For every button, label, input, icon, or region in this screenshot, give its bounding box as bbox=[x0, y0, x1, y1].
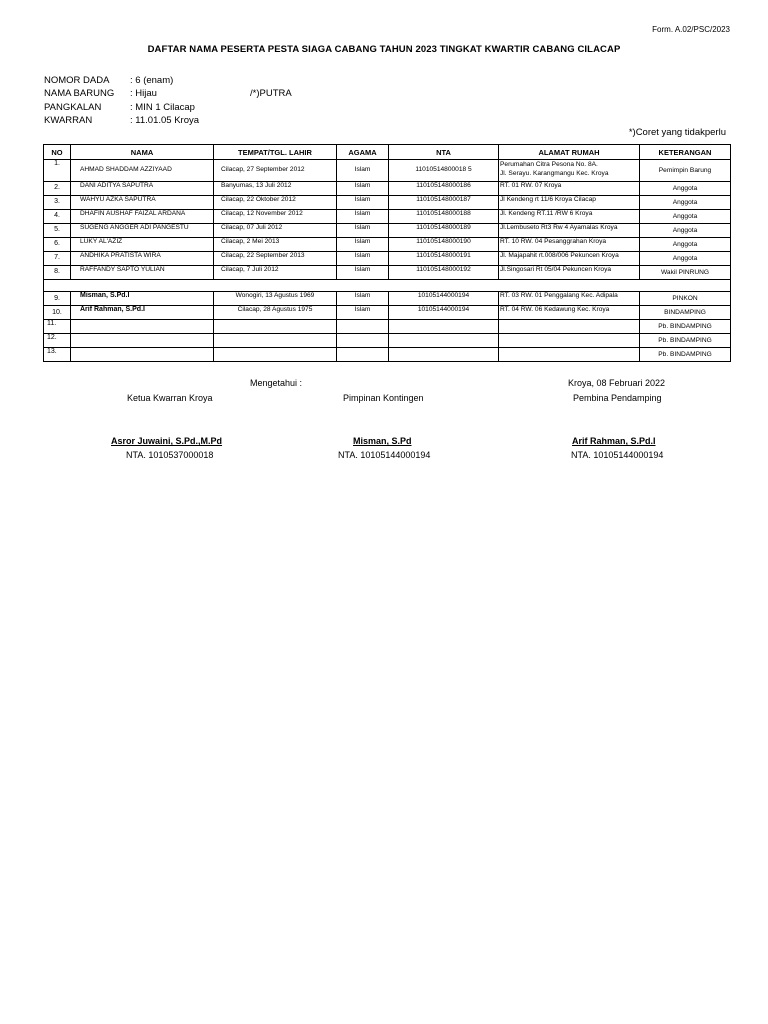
cell-ttl: Cilacap, 2 Mei 2013 bbox=[214, 238, 337, 252]
cell-agama: Islam bbox=[337, 292, 389, 306]
signatory-nta-2: NTA. 10105144000194 bbox=[338, 450, 431, 460]
cell-keterangan: Pb. BINDAMPING bbox=[640, 334, 731, 348]
cell-alamat: RT. 10 RW. 04 Pesanggrahan Kroya bbox=[499, 238, 640, 252]
putra-note: /*)PUTRA bbox=[250, 88, 292, 99]
cell-keterangan: Anggota bbox=[640, 252, 731, 266]
cell-no: 5. bbox=[44, 224, 71, 238]
cell-nama: AHMAD SHADDAM AZZIYAAD bbox=[71, 160, 214, 182]
role-pembina-pendamping: Pembina Pendamping bbox=[573, 393, 662, 403]
cell-keterangan: Pb. BINDAMPING bbox=[640, 320, 731, 334]
signatory-nta-3: NTA. 10105144000194 bbox=[571, 450, 664, 460]
table-row bbox=[44, 252, 731, 266]
nama-barung-label: NAMA BARUNG bbox=[44, 88, 115, 99]
cell-agama: Islam bbox=[337, 238, 389, 252]
header-keterangan: KETERANGAN bbox=[640, 145, 731, 160]
header-agama: AGAMA bbox=[337, 145, 389, 160]
cell-nama: LUKY AL'AZIZ bbox=[71, 238, 214, 252]
cell-alamat: Jl. Majapahit rt.008/006 Pekuncen Kroya bbox=[499, 252, 640, 266]
cell-nta bbox=[389, 320, 499, 334]
cell-agama: Islam bbox=[337, 160, 389, 182]
cell-keterangan: Wakil PINRUNG bbox=[640, 266, 731, 280]
pangkalan-label: PANGKALAN bbox=[44, 102, 102, 113]
cell-alamat: RT. 01 RW. 07 Kroya bbox=[499, 182, 640, 196]
cell-alamat: Jl.Singosari Rt 05/04 Pekuncen Kroya bbox=[499, 266, 640, 280]
cell-nta: 110105148000189 bbox=[389, 224, 499, 238]
header-alamat: ALAMAT RUMAH bbox=[499, 145, 640, 160]
cell-keterangan: PINKON bbox=[640, 292, 731, 306]
cell-nta: 11010514800018 5 bbox=[389, 160, 499, 182]
cell-ttl: Cilacap, 7 Juli 2012 bbox=[214, 266, 337, 280]
nomor-dada-label: NOMOR DADA bbox=[44, 75, 110, 86]
cell-no: 7. bbox=[44, 252, 71, 266]
cell-alamat bbox=[499, 334, 640, 348]
cell-keterangan: Anggota bbox=[640, 238, 731, 252]
cell-nta: 110105148000192 bbox=[389, 266, 499, 280]
cell-alamat: Jl.Lembuseto Rt3 Rw 4 Ayamalas Kroya bbox=[499, 224, 640, 238]
info-pangkalan bbox=[44, 102, 195, 113]
cell-keterangan: Anggota bbox=[640, 182, 731, 196]
cell-keterangan: Pb. BINDAMPING bbox=[640, 348, 731, 362]
cell-ttl: Cilacap, 12 November 2012 bbox=[214, 210, 337, 224]
cell-alamat: RT. 04 RW. 06 Kedawung Kec. Kroya bbox=[499, 306, 640, 320]
nama-barung-value: : Hijau bbox=[130, 88, 157, 99]
cell-nta bbox=[389, 348, 499, 362]
cell-ttl bbox=[214, 320, 337, 334]
signatory-nta-1: NTA. 1010537000018 bbox=[126, 450, 214, 460]
cell-ttl: Banyumas, 13 Juli 2012 bbox=[214, 182, 337, 196]
cell-agama: Islam bbox=[337, 266, 389, 280]
cell-agama: Islam bbox=[337, 252, 389, 266]
cell-ttl: Cilacap, 22 September 2013 bbox=[214, 252, 337, 266]
cell-agama: Islam bbox=[337, 196, 389, 210]
cell-no: 12. bbox=[44, 334, 71, 348]
kwarran-value: : 11.01.05 Kroya bbox=[130, 115, 200, 126]
cell-keterangan: Anggota bbox=[640, 196, 731, 210]
header-nta: NTA bbox=[389, 145, 499, 160]
cell-ttl: Cilacap, 07 Juli 2012 bbox=[214, 224, 337, 238]
cell-nama: Misman, S.Pd.I bbox=[71, 292, 214, 306]
cell-alamat-line1: Perumahan Citra Pesona No. 8A. bbox=[500, 161, 598, 168]
header-ttl: TEMPAT/TGL. LAHIR bbox=[214, 145, 337, 160]
table-row bbox=[44, 224, 731, 238]
table-header-row bbox=[44, 145, 731, 160]
cell-alamat bbox=[499, 160, 640, 182]
table-row bbox=[44, 306, 731, 320]
cell-nama bbox=[71, 320, 214, 334]
table-row bbox=[44, 196, 731, 210]
table-row bbox=[44, 292, 731, 306]
table-row bbox=[44, 210, 731, 224]
cell-alamat: Jl Kendeng rt 11/6 Kroya Cilacap bbox=[499, 196, 640, 210]
cell-nama bbox=[71, 348, 214, 362]
cell-alamat: Jl. Kendeng RT.11 /RW 6 Kroya bbox=[499, 210, 640, 224]
cell-alamat bbox=[499, 320, 640, 334]
cell-nama: WAHYU AZKA SAPUTRA bbox=[71, 196, 214, 210]
cell-ttl bbox=[214, 334, 337, 348]
info-nama-barung bbox=[44, 88, 157, 99]
cell-agama: Islam bbox=[337, 224, 389, 238]
cell-no: 4. bbox=[44, 210, 71, 224]
cell-no: 3. bbox=[44, 196, 71, 210]
cell-nta: 10105144000194 bbox=[389, 292, 499, 306]
cell-no: 10. bbox=[44, 306, 71, 320]
cell-agama: Islam bbox=[337, 210, 389, 224]
cell-no: 1. bbox=[44, 160, 71, 182]
cell-nama: SUGENG ANGGER ADI PANGESTU bbox=[71, 224, 214, 238]
table-row bbox=[44, 160, 731, 182]
cell-nta bbox=[389, 334, 499, 348]
cell-no: 6. bbox=[44, 238, 71, 252]
cell-nama: DANI ADITYA SAPUTRA bbox=[71, 182, 214, 196]
cell-keterangan: Anggota bbox=[640, 210, 731, 224]
signatory-name-2: Misman, S.Pd bbox=[353, 436, 412, 446]
info-kwarran bbox=[44, 115, 199, 126]
cell-no: 9. bbox=[44, 292, 71, 306]
cell-no: 11. bbox=[44, 320, 71, 334]
cell-alamat-line2: Jl. Serayu. Karangmangu Kec. Kroya bbox=[500, 170, 609, 177]
cell-agama: Islam bbox=[337, 182, 389, 196]
form-code: Form. A.02/PSC/2023 bbox=[652, 25, 730, 34]
pangkalan-value: : MIN 1 Cilacap bbox=[130, 102, 195, 113]
place-date: Kroya, 08 Februari 2022 bbox=[568, 378, 666, 388]
info-nomor-dada bbox=[44, 75, 173, 86]
table-row bbox=[44, 266, 731, 280]
cell-keterangan: BINDAMPING bbox=[640, 306, 731, 320]
cell-no: 13. bbox=[44, 348, 71, 362]
nomor-dada-value: : 6 (enam) bbox=[130, 75, 174, 86]
cell-agama bbox=[337, 334, 389, 348]
signatory-name-1: Asror Juwaini, S.Pd.,M.Pd bbox=[111, 436, 223, 446]
document-title: DAFTAR NAMA PESERTA PESTA SIAGA CABANG TAHUN 2023 TINGKAT KWARTIR CABANG CILACAP bbox=[147, 44, 621, 55]
cell-alamat bbox=[499, 348, 640, 362]
participant-table bbox=[43, 144, 731, 362]
cell-nta: 110105148000187 bbox=[389, 196, 499, 210]
cell-nama: ANDHIKA PRATISTA WIRA bbox=[71, 252, 214, 266]
header-nama: NAMA bbox=[71, 145, 214, 160]
role-pimpinan-kontingen: Pimpinan Kontingen bbox=[343, 393, 424, 403]
cell-nama: Arif Rahman, S.Pd.I bbox=[71, 306, 214, 320]
cell-nama bbox=[71, 334, 214, 348]
cell-ttl: Cilacap, 27 September 2012 bbox=[214, 160, 337, 182]
mengetahui-label: Mengetahui : bbox=[250, 378, 303, 388]
cell-ttl bbox=[214, 348, 337, 362]
cell-ttl: Cilacap, 22 Oktober 2012 bbox=[214, 196, 337, 210]
table-row bbox=[44, 348, 731, 362]
cell-ttl: Cilacap, 28 Agustus 1975 bbox=[214, 306, 337, 320]
separator-row bbox=[44, 280, 731, 292]
cell-alamat: RT. 03 RW. 01 Penggalang Kec. Adipala bbox=[499, 292, 640, 306]
header-no: NO bbox=[44, 145, 71, 160]
cell-nama: DHAFIN AUSHAF FAIZAL ARDANA bbox=[71, 210, 214, 224]
cell-agama: Islam bbox=[337, 306, 389, 320]
cell-nta: 110105148000190 bbox=[389, 238, 499, 252]
table-row bbox=[44, 238, 731, 252]
cell-nta: 110105148000188 bbox=[389, 210, 499, 224]
cell-no: 2. bbox=[44, 182, 71, 196]
cell-nta: 10105144000194 bbox=[389, 306, 499, 320]
separator-cell bbox=[44, 280, 731, 292]
coret-note: *)Coret yang tidakperlu bbox=[628, 127, 726, 138]
cell-nta: 110105148000191 bbox=[389, 252, 499, 266]
cell-agama bbox=[337, 320, 389, 334]
table-row bbox=[44, 182, 731, 196]
cell-ttl: Wonogiri, 13 Agustus 1969 bbox=[214, 292, 337, 306]
cell-nama: RAFFANDY SAPTO YULIAN bbox=[71, 266, 214, 280]
role-ketua-kwarran: Ketua Kwarran Kroya bbox=[127, 393, 213, 403]
cell-nta: 110105148000186 bbox=[389, 182, 499, 196]
table-row bbox=[44, 320, 731, 334]
cell-keterangan: Pemimpin Barung bbox=[640, 160, 731, 182]
signatory-name-3: Arif Rahman, S.Pd.I bbox=[572, 436, 656, 446]
cell-keterangan: Anggota bbox=[640, 224, 731, 238]
cell-agama bbox=[337, 348, 389, 362]
cell-no: 8. bbox=[44, 266, 71, 280]
table-row bbox=[44, 334, 731, 348]
kwarran-label: KWARRAN bbox=[44, 115, 93, 126]
